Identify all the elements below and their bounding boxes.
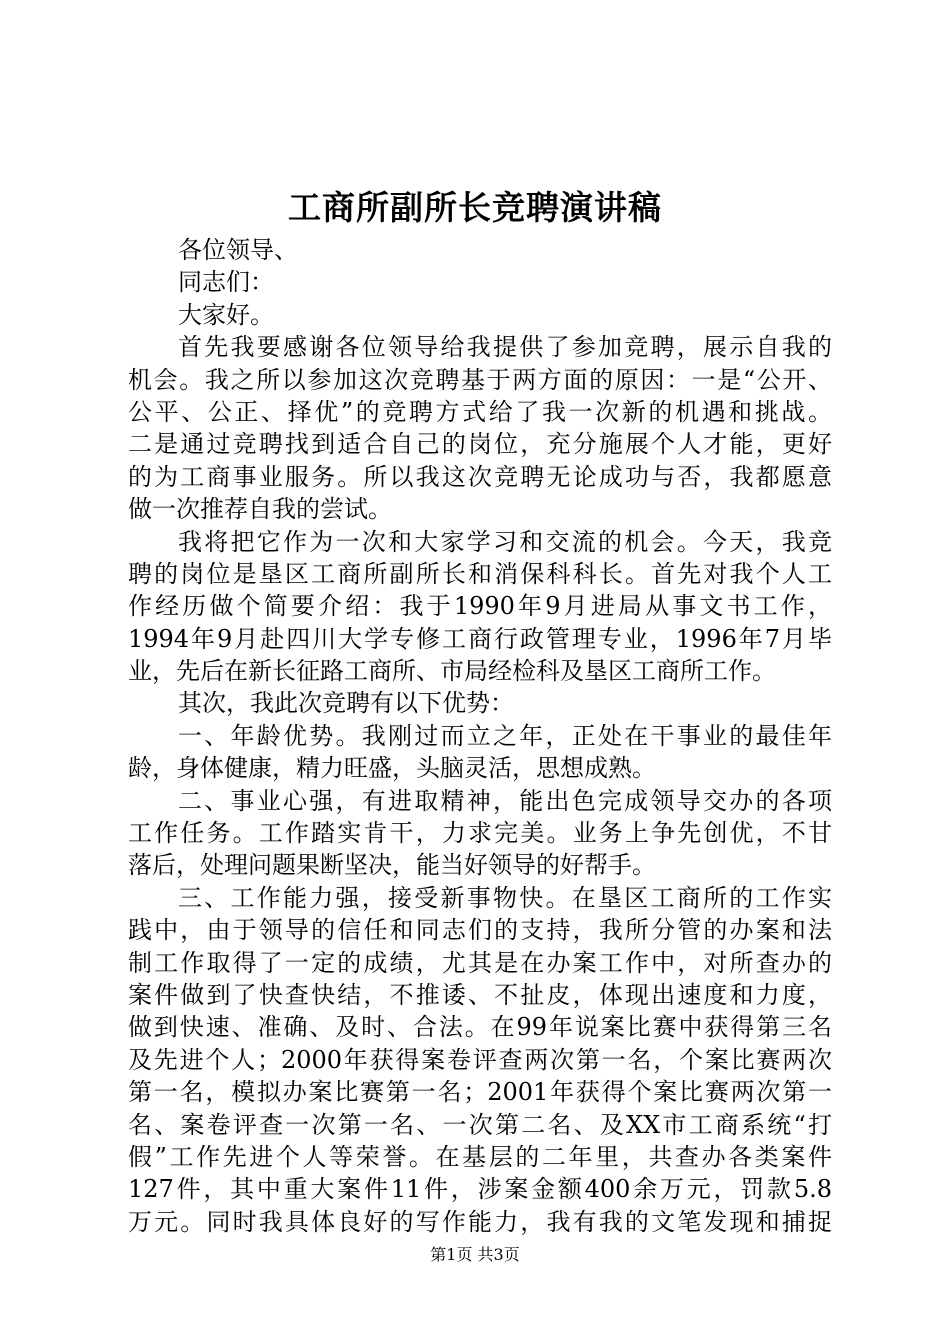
paragraph-line: 作经历做个简要介绍：我于1990年9月进局从事文书工作，: [128, 592, 832, 621]
paragraph-line: 127件，其中重大案件11件，涉案金额400余万元，罚款5.8: [128, 1175, 832, 1204]
paragraph-line: 践中，由于领导的信任和同志们的支持，我所分管的办案和法: [128, 916, 832, 945]
paragraph-line: 落后，处理问题果断坚决，能当好领导的好帮手。: [128, 851, 656, 880]
paragraph-line: 业，先后在新长征路工商所、市局经检科及垦区工商所工作。: [128, 657, 776, 686]
paragraph-line: 万元。同时我具体良好的写作能力，我有我的文笔发现和捕捉: [128, 1207, 832, 1236]
paragraph-line: 案件做到了快查快结，不推诿、不扯皮，体现出速度和力度，: [128, 980, 832, 1009]
paragraph-line: 的为工商事业服务。所以我这次竞聘无论成功与否，我都愿意: [128, 462, 832, 491]
paragraph-line: 名、案卷评查一次第一名、一次第二名、及XX市工商系统“打: [128, 1110, 832, 1139]
paragraph-line: 做一次推荐自我的尝试。: [128, 495, 392, 524]
greeting-line: 大家好。: [178, 300, 274, 329]
paragraph-line: 机会。我之所以参加这次竞聘基于两方面的原因：一是“公开、: [128, 365, 832, 394]
paragraph-line: 我将把它作为一次和大家学习和交流的机会。今天，我竞: [178, 527, 832, 556]
document-body: [128, 234, 832, 1238]
paragraph-line: 制工作取得了一定的成绩，尤其是在办案工作中，对所查办的: [128, 948, 832, 977]
paragraph-line: 龄，身体健康，精力旺盛，头脑灵活，思想成熟。: [128, 754, 656, 783]
salutation-line: 各位领导、: [178, 236, 298, 264]
salutation-line: 同志们：: [178, 268, 274, 297]
paragraph-line: 三、工作能力强，接受新事物快。在垦区工商所的工作实: [178, 883, 832, 912]
paragraph-line: 二、事业心强，有进取精神，能出色完成领导交办的各项: [178, 786, 832, 815]
page-footer: 第1页 共3页: [430, 1245, 520, 1264]
paragraph-line: 一、年龄优势。我刚过而立之年，正处在干事业的最佳年: [178, 721, 832, 750]
paragraph-line: 二是通过竞聘找到适合自己的岗位，充分施展个人才能，更好: [128, 430, 832, 459]
document-title: 工商所副所长竞聘演讲稿: [288, 188, 662, 227]
paragraph-line: 首先我要感谢各位领导给我提供了参加竞聘，展示自我的: [178, 333, 832, 362]
paragraph-line: 做到快速、准确、及时、合法。在99年说案比赛中获得第三名: [128, 1013, 832, 1042]
paragraph-line: 公平、公正、择优”的竞聘方式给了我一次新的机遇和挑战。: [128, 397, 832, 426]
paragraph-line: 假”工作先进个人等荣誉。在基层的二年里，共查办各类案件: [128, 1142, 832, 1171]
paragraph-line: 1994年9月赴四川大学专修工商行政管理专业，1996年7月毕: [128, 624, 832, 653]
paragraph-line: 其次，我此次竞聘有以下优势：: [178, 689, 514, 718]
paragraph-line: 聘的岗位是垦区工商所副所长和消保科科长。首先对我个人工: [128, 559, 832, 588]
paragraph-line: 第一名，模拟办案比赛第一名；2001年获得个案比赛两次第一: [128, 1078, 832, 1107]
paragraph-line: 及先进个人；2000年获得案卷评查两次第一名，个案比赛两次: [128, 1045, 832, 1074]
paragraph-line: 工作任务。工作踏实肯干，力求完美。业务上争先创优，不甘: [128, 819, 832, 848]
